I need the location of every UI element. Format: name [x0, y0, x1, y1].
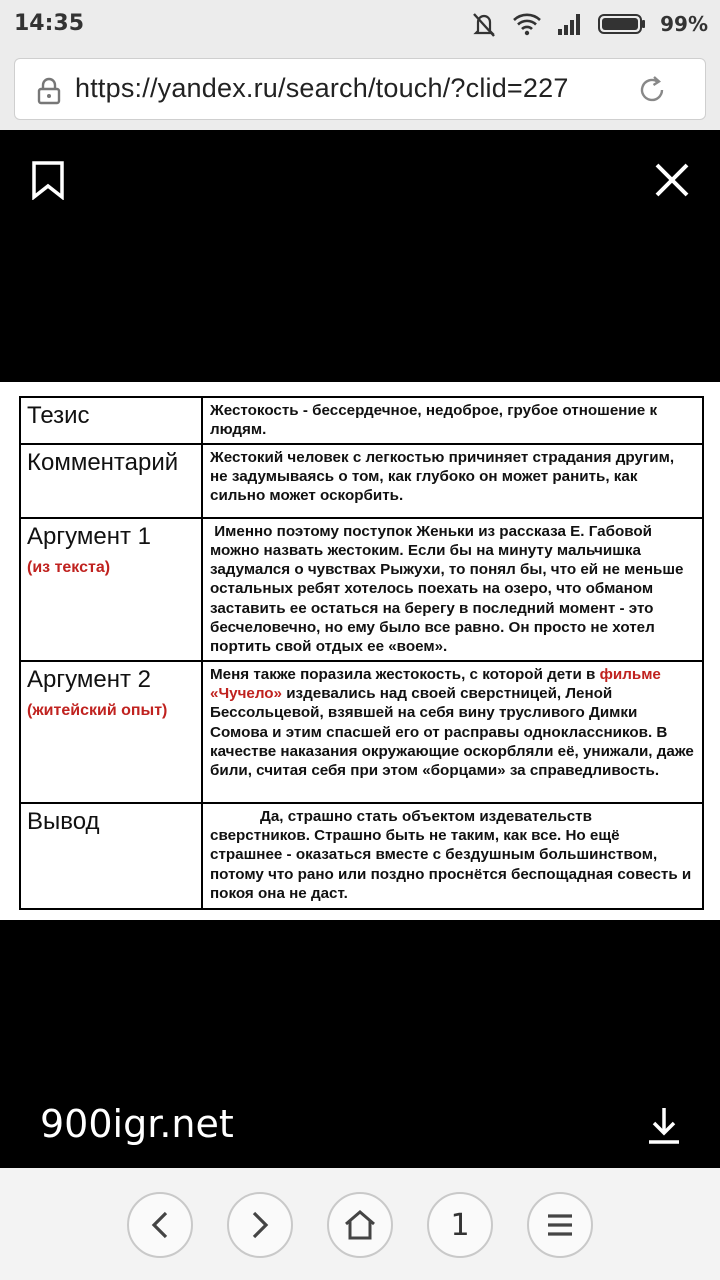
tabs-button[interactable]: [427, 1192, 493, 1258]
status-bar: [0, 0, 720, 50]
row-label: Аргумент 1 (из текста): [20, 518, 202, 661]
row-text: Жестокость - бессердечное, недоброе, грубое отношение к людям.: [202, 397, 703, 444]
row-text: Именно поэтому поступок Женьки из рассказа Е. Габовой можно назвать жестоким. Если бы на минуту мальчишка задумался о чувствах Рыжухи, то понял бы, что ей не меньше остальных ребят хотелось поехать на озеро, что обманом заставить ее остаться на берегу в последний момент - это бесчеловечно, но ему было все равно. Он просто не хотел портить свой отдых ее «воем».: [202, 518, 703, 661]
battery-icon: [598, 13, 646, 35]
status-time: 14:35: [14, 11, 85, 36]
table-row: [20, 518, 703, 661]
home-button[interactable]: [327, 1192, 393, 1258]
close-icon[interactable]: [652, 160, 692, 200]
table-row: [20, 397, 703, 444]
address-bar[interactable]: [14, 58, 706, 120]
download-icon[interactable]: [646, 1104, 682, 1146]
film-highlight: фильме «Чучело»: [210, 665, 661, 702]
bookmark-icon[interactable]: [30, 160, 66, 200]
battery-level: 99%: [660, 12, 708, 36]
row-sublabel: (из текста): [27, 558, 111, 576]
chevron-left-icon: [149, 1210, 171, 1240]
lock-icon: [37, 77, 61, 105]
row-text: Да, страшно стать объектом издевательств сверстников. Страшно быть не таким, как все. Но ещё страшнее - оказаться вместе с бездушным большинством, потому что рано или поздно проснётся беспощадная совесть и покоя она не даст.: [202, 803, 703, 909]
row-label: Комментарий: [20, 444, 202, 518]
url-text[interactable]: https://yandex.ru/search/touch/?clid=227: [75, 73, 569, 103]
menu-button[interactable]: [527, 1192, 593, 1258]
row-text: Жестокий человек с легкостью причиняет страдания другим, не задумываясь о том, как глубоко он может ранить, как сильно может оскорбить.: [202, 444, 703, 518]
table-row: [20, 803, 703, 909]
row-sublabel: (житейский опыт): [27, 701, 168, 719]
viewed-image: [0, 382, 720, 920]
home-icon: [343, 1209, 377, 1241]
status-icons: [470, 10, 708, 38]
image-viewer: [0, 130, 720, 1168]
row-label: Аргумент 2 (житейский опыт): [20, 661, 202, 803]
bottom-nav: [0, 1168, 720, 1280]
image-source[interactable]: 900igr.net: [40, 1102, 234, 1146]
back-button[interactable]: [127, 1192, 193, 1258]
wifi-icon: [512, 12, 542, 36]
tabs-count: 1: [450, 1207, 470, 1243]
row-label: Вывод: [20, 803, 202, 909]
chevron-right-icon: [249, 1210, 271, 1240]
browser-toolbar: [0, 50, 720, 130]
table-row: [20, 444, 703, 518]
reload-icon[interactable]: [637, 75, 667, 105]
table-row: [20, 661, 703, 803]
mute-icon: [470, 11, 498, 37]
forward-button[interactable]: [227, 1192, 293, 1258]
row-text: Меня также поразила жестокость, с которой дети в фильме «Чучело» издевались над своей сверстницей, Леной Бессольцевой, взявшей на себя вину трусливого Димки Сомова и этим спасшей его от расправы одноклассников. В качестве наказания окружающие оскорбляли её, унижали, даже били, считая себя при этом «борцами» за справедливость.: [202, 661, 703, 803]
row-label: Тезис: [20, 397, 202, 444]
signal-icon: [556, 12, 584, 36]
essay-table: [19, 396, 704, 910]
hamburger-icon: [545, 1212, 575, 1238]
